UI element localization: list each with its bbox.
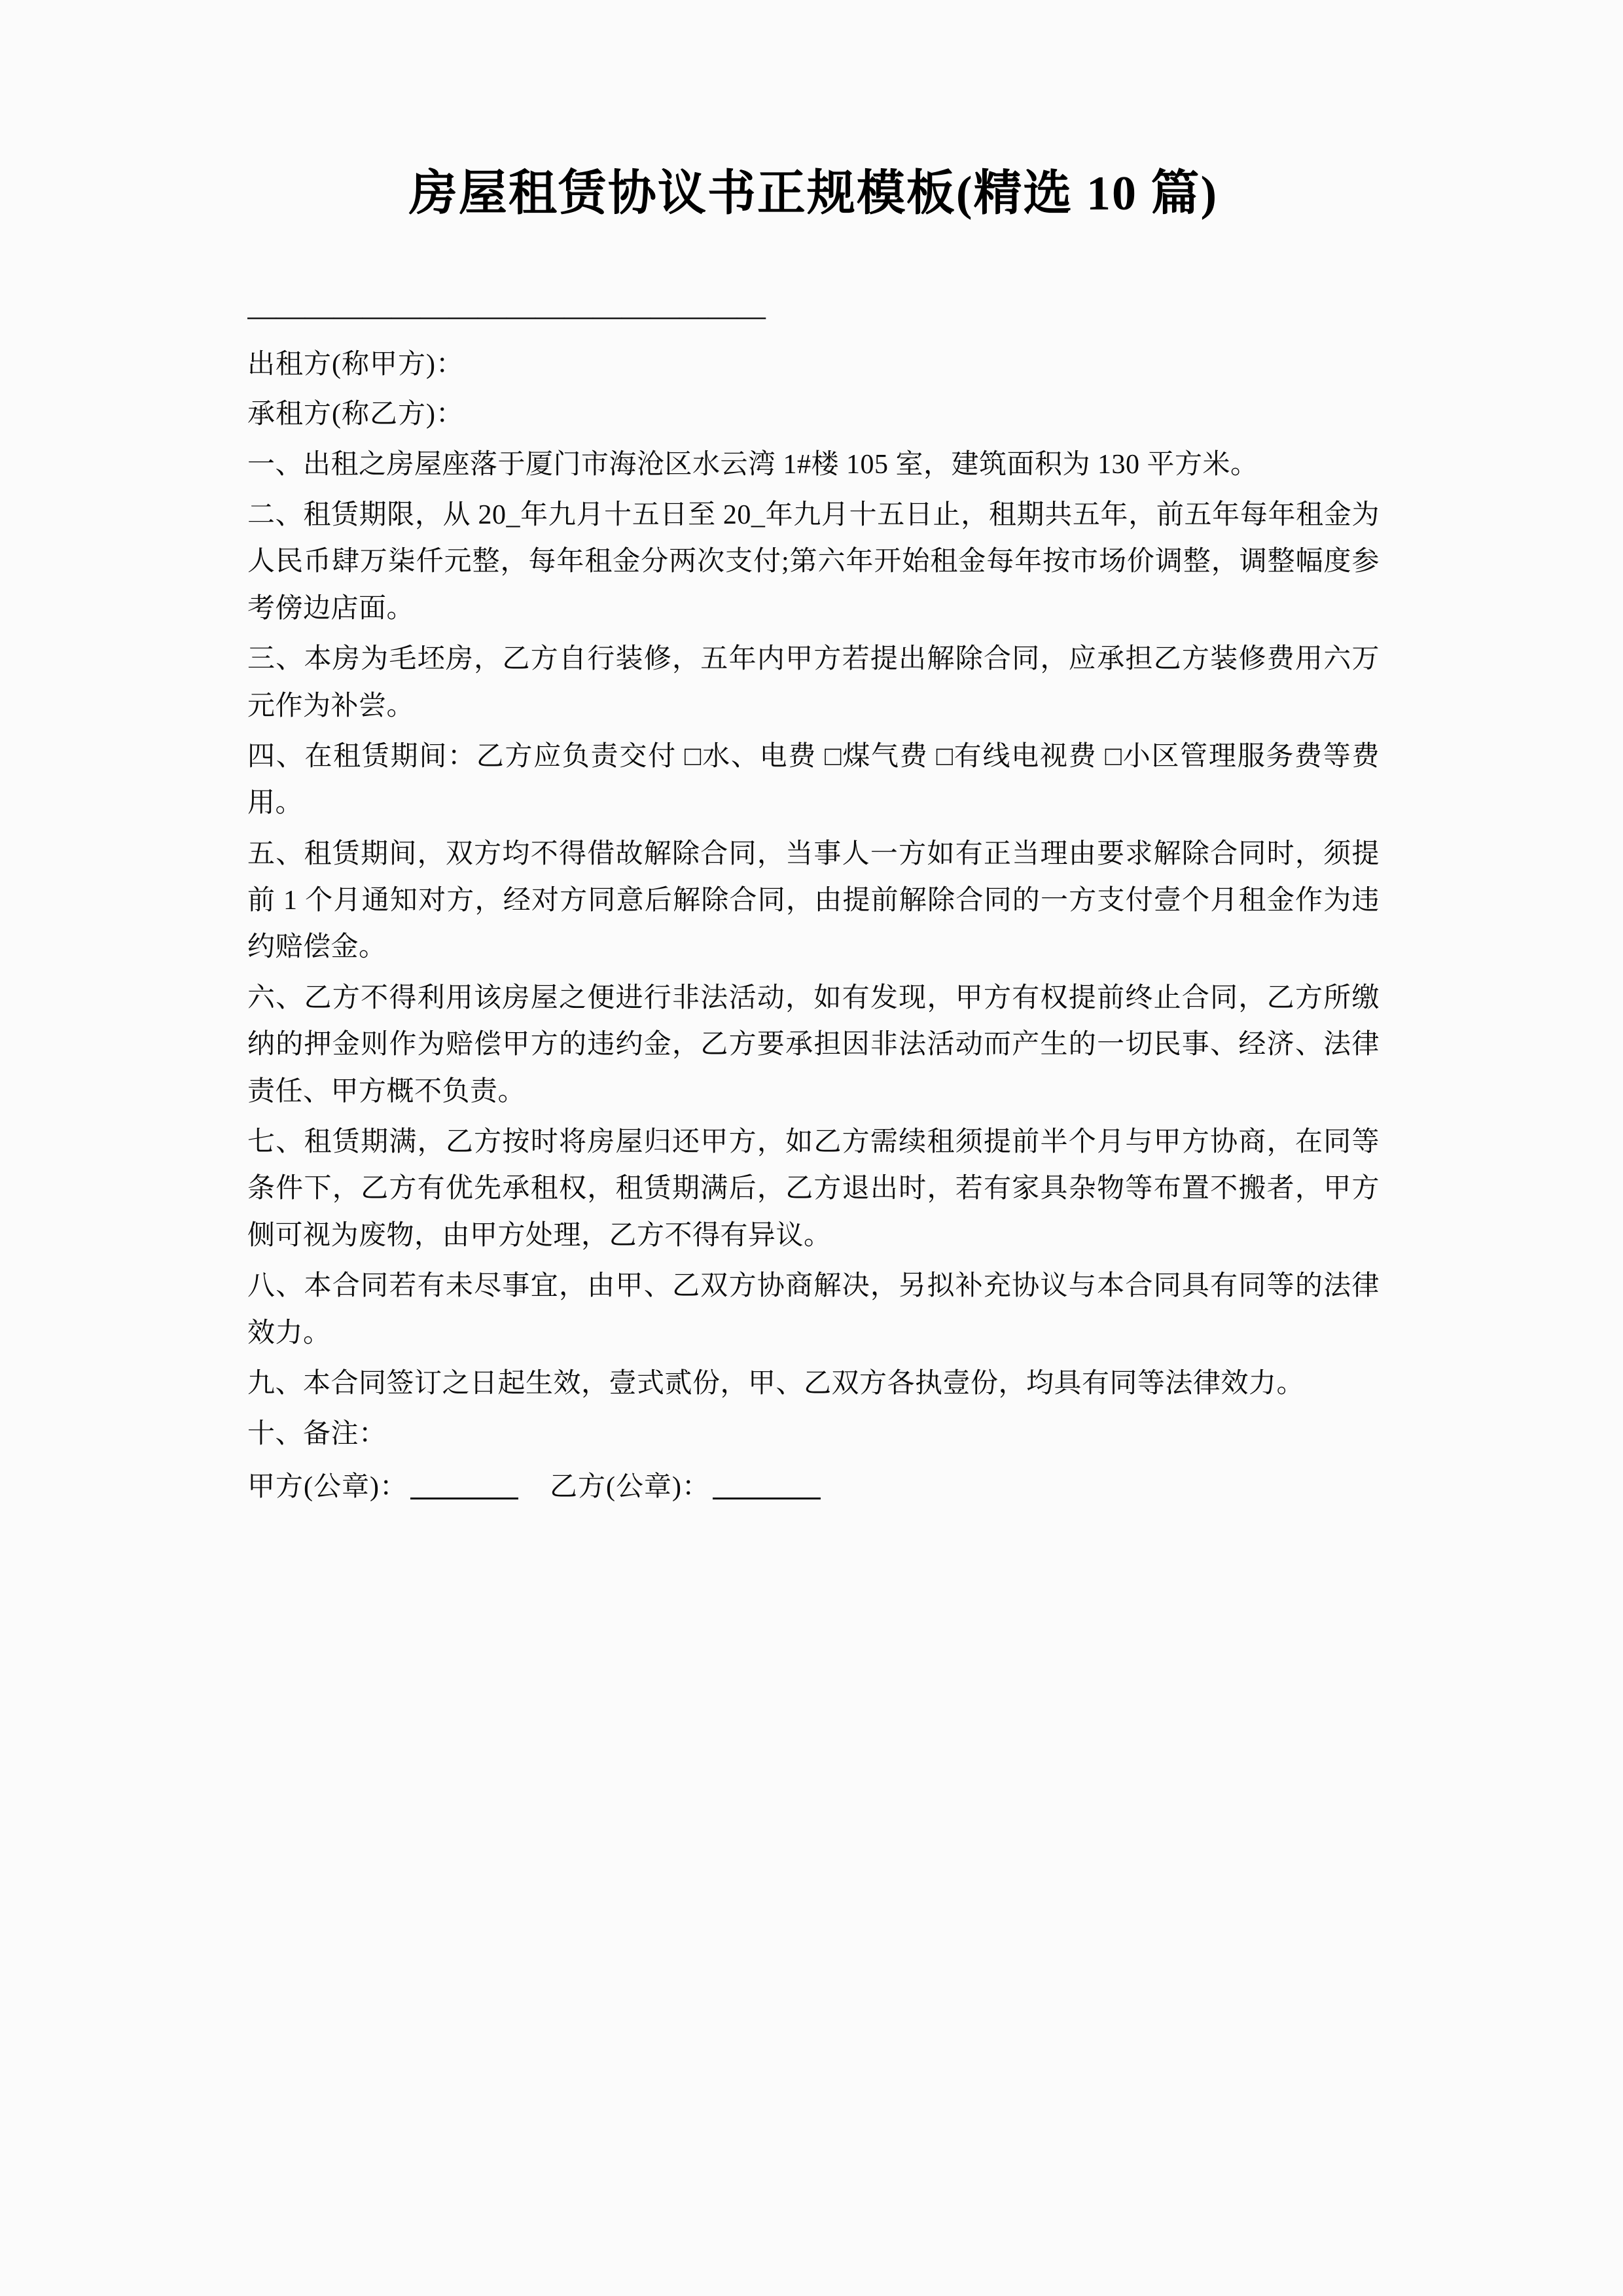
clause-4-utilities: 四、在租赁期间：乙方应负责交付 □水、电费 □煤气费 □有线电视费 □小区管理服务费等费用。 <box>247 741 1380 819</box>
clause-7-expiry-return: 七、租赁期满，乙方按时将房屋归还甲方，如乙方需续租须提前半个月与甲方协商，在同等条件下，乙方有优先承租权，租赁期满后，乙方退出时，若有家具杂物等布置不搬者，甲方侧可视为废物，由甲方处理，乙方不得有异议。 <box>247 1127 1380 1251</box>
lessor-line: 出租方(称甲方)： <box>247 349 464 380</box>
clause-2-term-and-rent: 二、租赁期限，从 20_年九月十五日至 20_年九月十五日止，租期共五年，前五年每年租金为人民币肆万柒仟元整，每年租金分两次支付;第六年开始租金每年按市场价调整，调整幅度参考傍边店面。 <box>247 499 1380 624</box>
clause-6-illegal-activity: 六、乙方不得利用该房屋之便进行非法活动，如有发现，甲方有权提前终止合同，乙方所缴纳的押金则作为赔偿甲方的违约金，乙方要承担因非法活动而产生的一切民事、经济、法律责任、甲方概不负责。 <box>247 982 1380 1107</box>
party-a-seal-label: 甲方(公章)： <box>247 1471 408 1502</box>
horizontal-divider: —————————————————— <box>247 301 766 331</box>
lessee-line: 承租方(称乙方)： <box>247 399 464 429</box>
clause-10-remarks: 十、备注： <box>247 1419 387 1450</box>
clause-9-effectiveness: 九、本合同签订之日起生效，壹式贰份，甲、乙双方各执壹份，均具有同等法律效力。 <box>247 1368 1305 1399</box>
party-a-signature-blank[interactable] <box>410 1473 518 1499</box>
signature-row <box>247 1465 1380 1509</box>
party-b-seal-label: 乙方(公章)： <box>549 1471 710 1502</box>
page-title: 房屋租赁协议书正规模板(精选 10 篇) <box>408 167 1219 221</box>
clause-8-supplementary: 八、本合同若有未尽事宜，由甲、乙双方协商解决，另拟补充协议与本合同具有同等的法律效力。 <box>247 1271 1380 1348</box>
party-b-signature-blank[interactable] <box>713 1473 821 1499</box>
document-body <box>247 0 1380 1509</box>
clause-3-decoration: 三、本房为毛坯房，乙方自行装修，五年内甲方若提出解除合同，应承担乙方装修费用六万元作为补尝。 <box>247 644 1380 721</box>
clause-1-premises: 一、出租之房屋座落于厦门市海沧区水云湾 1#楼 105 室，建筑面积为 130 平方米。 <box>247 449 1258 480</box>
clause-5-termination: 五、租赁期间，双方均不得借故解除合同，当事人一方如有正当理由要求解除合同时，须提前 1 个月通知对方，经对方同意后解除合同，由提前解除合同的一方支付壹个月租金作为违约赔偿金。 <box>247 838 1380 963</box>
